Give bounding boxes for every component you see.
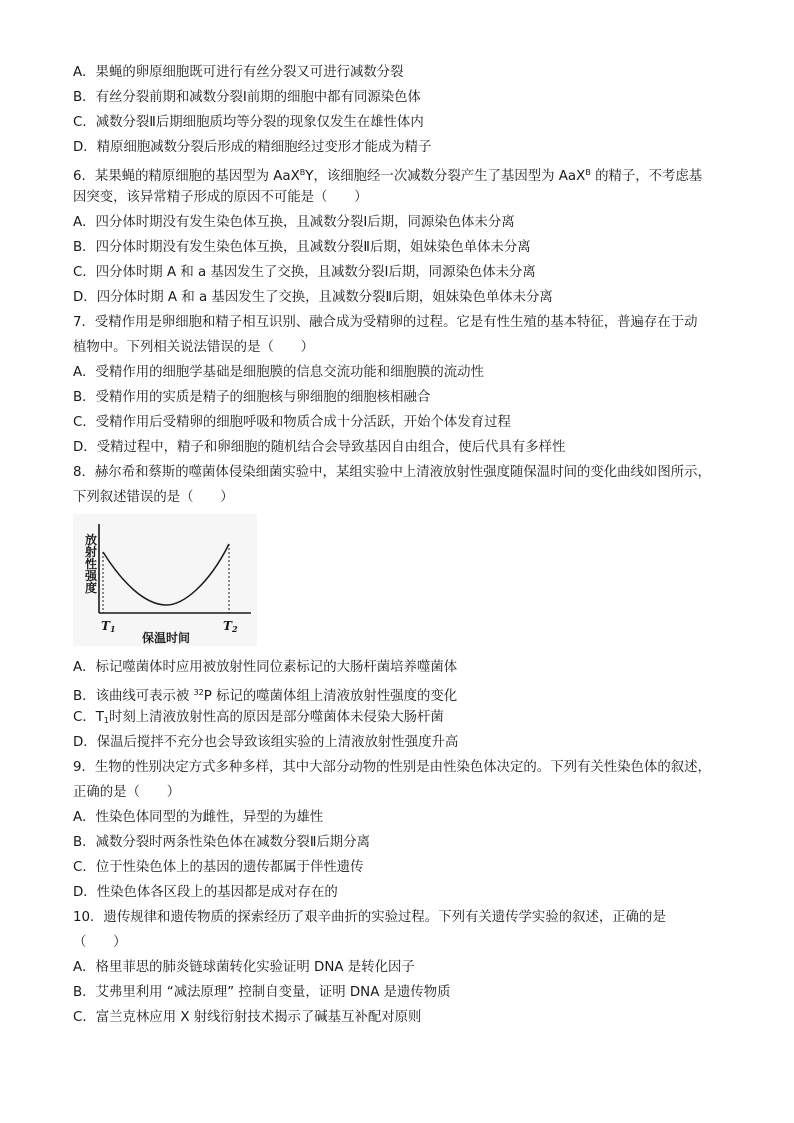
- q9-option-c: C．位于性染色体上的基因的遗传都属于伴性遗传: [73, 860, 364, 875]
- q6-option-d: D．四分体时期 A 和 a 基因发生了交换，且减数分裂Ⅱ后期，姐妹染色单体未分离: [73, 290, 553, 305]
- prev-option-c: C．减数分裂Ⅱ后期细胞质均等分裂的现象仅发生在雄性体内: [73, 115, 424, 130]
- q6-stem-line1: 6．某果蝇的精原细胞的基因型为 AaX$^B$Y，该细胞经一次减数分裂产生了基因型为 AaX$^B$ 的精子，不考虑基: [73, 168, 703, 184]
- q7-option-d: D．受精过程中，精子和卵细胞的随机结合会导致基因自由组合，使后代具有多样性: [73, 440, 566, 455]
- q9-stem-line2: 正确的是（ ）: [73, 785, 181, 800]
- q8-stem-line2: 下列叙述错误的是（ ）: [73, 490, 234, 505]
- q7-option-a: A．受精作用的细胞学基础是细胞膜的信息交流功能和细胞膜的流动性: [73, 365, 484, 380]
- q7-stem-line2: 植物中。下列相关说法错误的是（ ）: [73, 340, 315, 355]
- q8-stem-line1: 8．赫尔希和蔡斯的噬菌体侵染细菌实验中，某组实验中上清液放射性强度随保温时间的变化曲线如图所示，: [73, 465, 711, 480]
- x-axis-label: 保温时间: [142, 631, 191, 645]
- q6-stem-line2: 因突变，该异常精子形成的原因不可能是（ ）: [73, 190, 368, 205]
- prev-option-a: A．果蝇的卵原细胞既可进行有丝分裂又可进行减数分裂: [73, 65, 404, 80]
- q10-option-a: A．格里菲思的肺炎链球菌转化实验证明 DNA 是转化因子: [73, 960, 415, 975]
- prev-option-b: B．有丝分裂前期和减数分裂Ⅰ前期的细胞中都有同源染色体: [73, 90, 421, 105]
- q9-stem-line1: 9．生物的性别决定方式多种多样，其中大部分动物的性别是由性染色体决定的。下列有关性染色体的叙述，: [73, 760, 711, 775]
- q10-option-b: B．艾弗里利用 “减法原理” 控制自变量，证明 DNA 是遗传物质: [73, 985, 451, 1000]
- q9-option-a: A．性染色体同型的为雌性，异型的为雄性: [73, 810, 324, 825]
- q7-option-b: B．受精作用的实质是精子的细胞核与卵细胞的细胞核相融合: [73, 390, 431, 405]
- q9-option-b: B．减数分裂时两条性染色体在减数分裂Ⅱ后期分离: [73, 835, 370, 850]
- q7-option-c: C．受精作用后受精卵的细胞呼吸和物质合成十分活跃，开始个体发育过程: [73, 415, 511, 430]
- q9-option-d: D．性染色体各区段上的基因都是成对存在的: [73, 885, 338, 900]
- q6-option-a: A．四分体时期没有发生染色体互换，且减数分裂Ⅰ后期，同源染色体未分离: [73, 215, 515, 230]
- q6-option-b: B．四分体时期没有发生染色体互换，且减数分裂Ⅱ后期，姐妹染色单体未分离: [73, 240, 531, 255]
- y-axis-label: 放射性强度: [85, 533, 98, 595]
- t1-label: $T_1$: [101, 619, 116, 634]
- prev-option-d: D．精原细胞减数分裂后形成的精细胞经过变形才能成为精子: [73, 140, 432, 155]
- t2-label: $T_2$: [223, 619, 238, 634]
- q8-radioactivity-figure: [73, 514, 257, 646]
- q8-option-b: B．该曲线可表示被 $^{32}$P 标记的噬菌体组上清液放射性强度的变化: [73, 688, 458, 704]
- q8-option-a: A．标记噬菌体时应用被放射性同位素标记的大肠杆菌培养噬菌体: [73, 660, 458, 675]
- q8-option-c: C．$T_1$时刻上清液放射性高的原因是部分噬菌体未侵染大肠杆菌: [73, 710, 444, 725]
- q6-option-c: C．四分体时期 A 和 a 基因发生了交换，且减数分裂Ⅰ后期，同源染色体未分离: [73, 265, 536, 280]
- q10-stem-line2: （ ）: [73, 935, 127, 950]
- q8-option-d: D．保温后搅拌不充分也会导致该组实验的上清液放射性强度升高: [73, 735, 459, 750]
- q10-option-c: C．富兰克林应用 X 射线衍射技术揭示了碱基互补配对原则: [73, 1010, 422, 1025]
- q7-stem-line1: 7．受精作用是卵细胞和精子相互识别、融合成为受精卵的过程。它是有性生殖的基本特征，普遍存在于动: [73, 315, 698, 330]
- q10-stem-line1: 10．遗传规律和遗传物质的探索经历了艰辛曲折的实验过程。下列有关遗传学实验的叙述，正确的是: [73, 910, 666, 925]
